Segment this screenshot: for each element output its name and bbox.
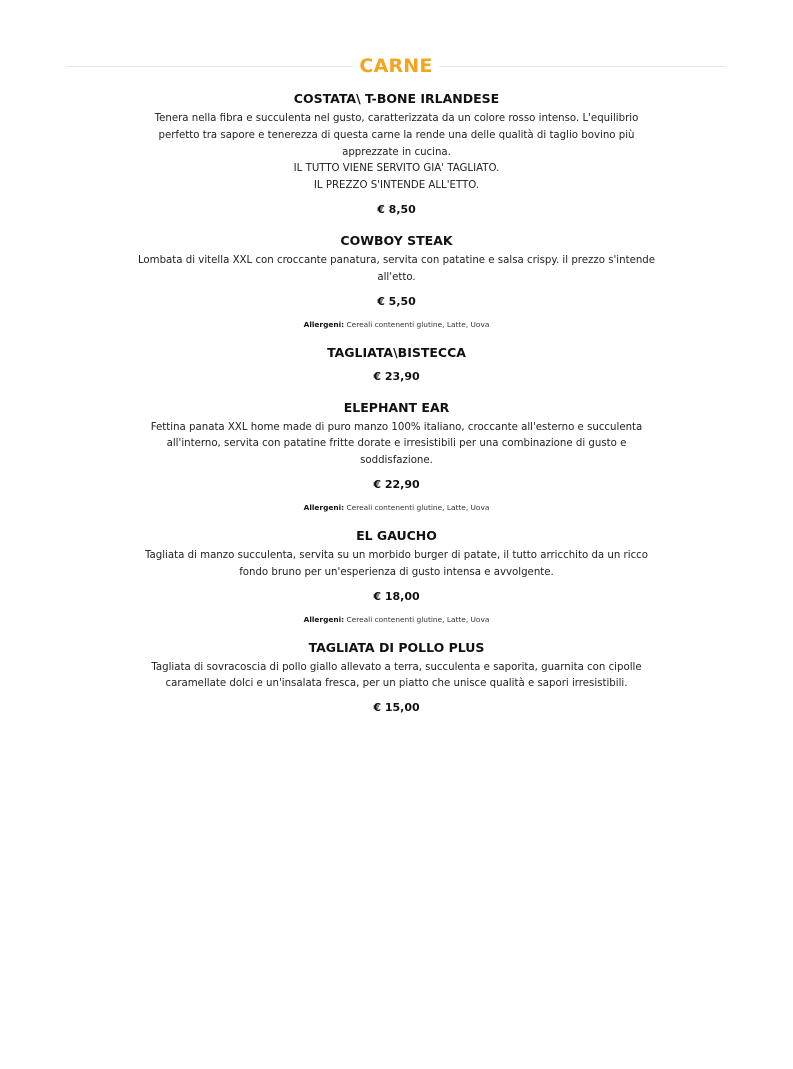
divider-left — [66, 66, 353, 67]
item-description: Fettina panata XXL home made di puro manzo 100% italiano, croccante all'esterno e succulenta all'interno, servita con patatine fritte dorate e irresistibili per una combinazione di gusto e soddisfazione. — [150, 421, 643, 467]
item-name: TAGLIATA DI POLLO PLUS — [308, 639, 485, 655]
item-name: TAGLIATA\BISTECCA — [327, 344, 466, 360]
allergens-list: Cereali contenenti glutine, Latte, Uova — [346, 614, 490, 624]
menu-item — [130, 399, 663, 513]
menu-item — [130, 344, 663, 385]
divider-right — [439, 66, 726, 67]
item-name: COWBOY STEAK — [340, 232, 453, 248]
section-header — [66, 52, 726, 80]
item-name: EL GAUCHO — [356, 527, 437, 543]
item-price: € 18,00 — [373, 589, 420, 603]
allergens-list: Cereali contenenti glutine, Latte, Uova — [346, 502, 490, 512]
item-price: € 8,50 — [377, 202, 416, 216]
allergens-label: Allergeni: — [303, 319, 345, 329]
menu-item — [130, 527, 663, 625]
menu-item — [130, 639, 663, 717]
allergens-label: Allergeni: — [303, 614, 345, 624]
menu-item — [130, 90, 663, 218]
allergens-label: Allergeni: — [303, 502, 345, 512]
item-description: Lombata di vitella XXL con croccante panatura, servita con patatine e salsa crispy. il prezzo s'intende all'etto. — [137, 254, 656, 283]
item-allergens — [130, 614, 663, 625]
item-price: € 22,90 — [373, 477, 420, 491]
item-name: ELEPHANT EAR — [343, 399, 450, 415]
item-description: Tagliata di sovracoscia di pollo giallo allevato a terra, succulenta e saporita, guarnita con cipolle caramellate dolci e un'insalata fresca, per un piatto che unisce qualità e sapori irresistibili. — [151, 661, 642, 690]
item-allergens — [130, 502, 663, 513]
section-title: CARNE — [359, 55, 433, 77]
item-price: € 5,50 — [377, 294, 416, 308]
menu-list — [130, 90, 663, 716]
item-price: € 15,00 — [373, 701, 420, 715]
item-description: Tagliata di manzo succulenta, servita su un morbido burger di patate, il tutto arricchito da un ricco fondo bruno per un'esperienza di gusto intensa e avvolgente. — [144, 549, 649, 578]
item-price: € 23,90 — [373, 369, 420, 383]
item-allergens — [130, 319, 663, 330]
menu-item — [130, 232, 663, 330]
item-name: COSTATA\ T-BONE IRLANDESE — [293, 91, 500, 106]
item-description: Tenera nella fibra e succulenta nel gusto, caratterizzata da un colore rosso intenso. L'equilibrio perfetto tra sapore e tenerezza di questa carne la rende una delle qualità di taglio bovino più apprezzate in cucina. IL TUTTO VIENE SERVITO GIA' TAGLIATO. IL PREZZO S'INTENDE ALL'ETTO. — [154, 113, 639, 192]
allergens-list: Cereali contenenti glutine, Latte, Uova — [346, 319, 490, 329]
